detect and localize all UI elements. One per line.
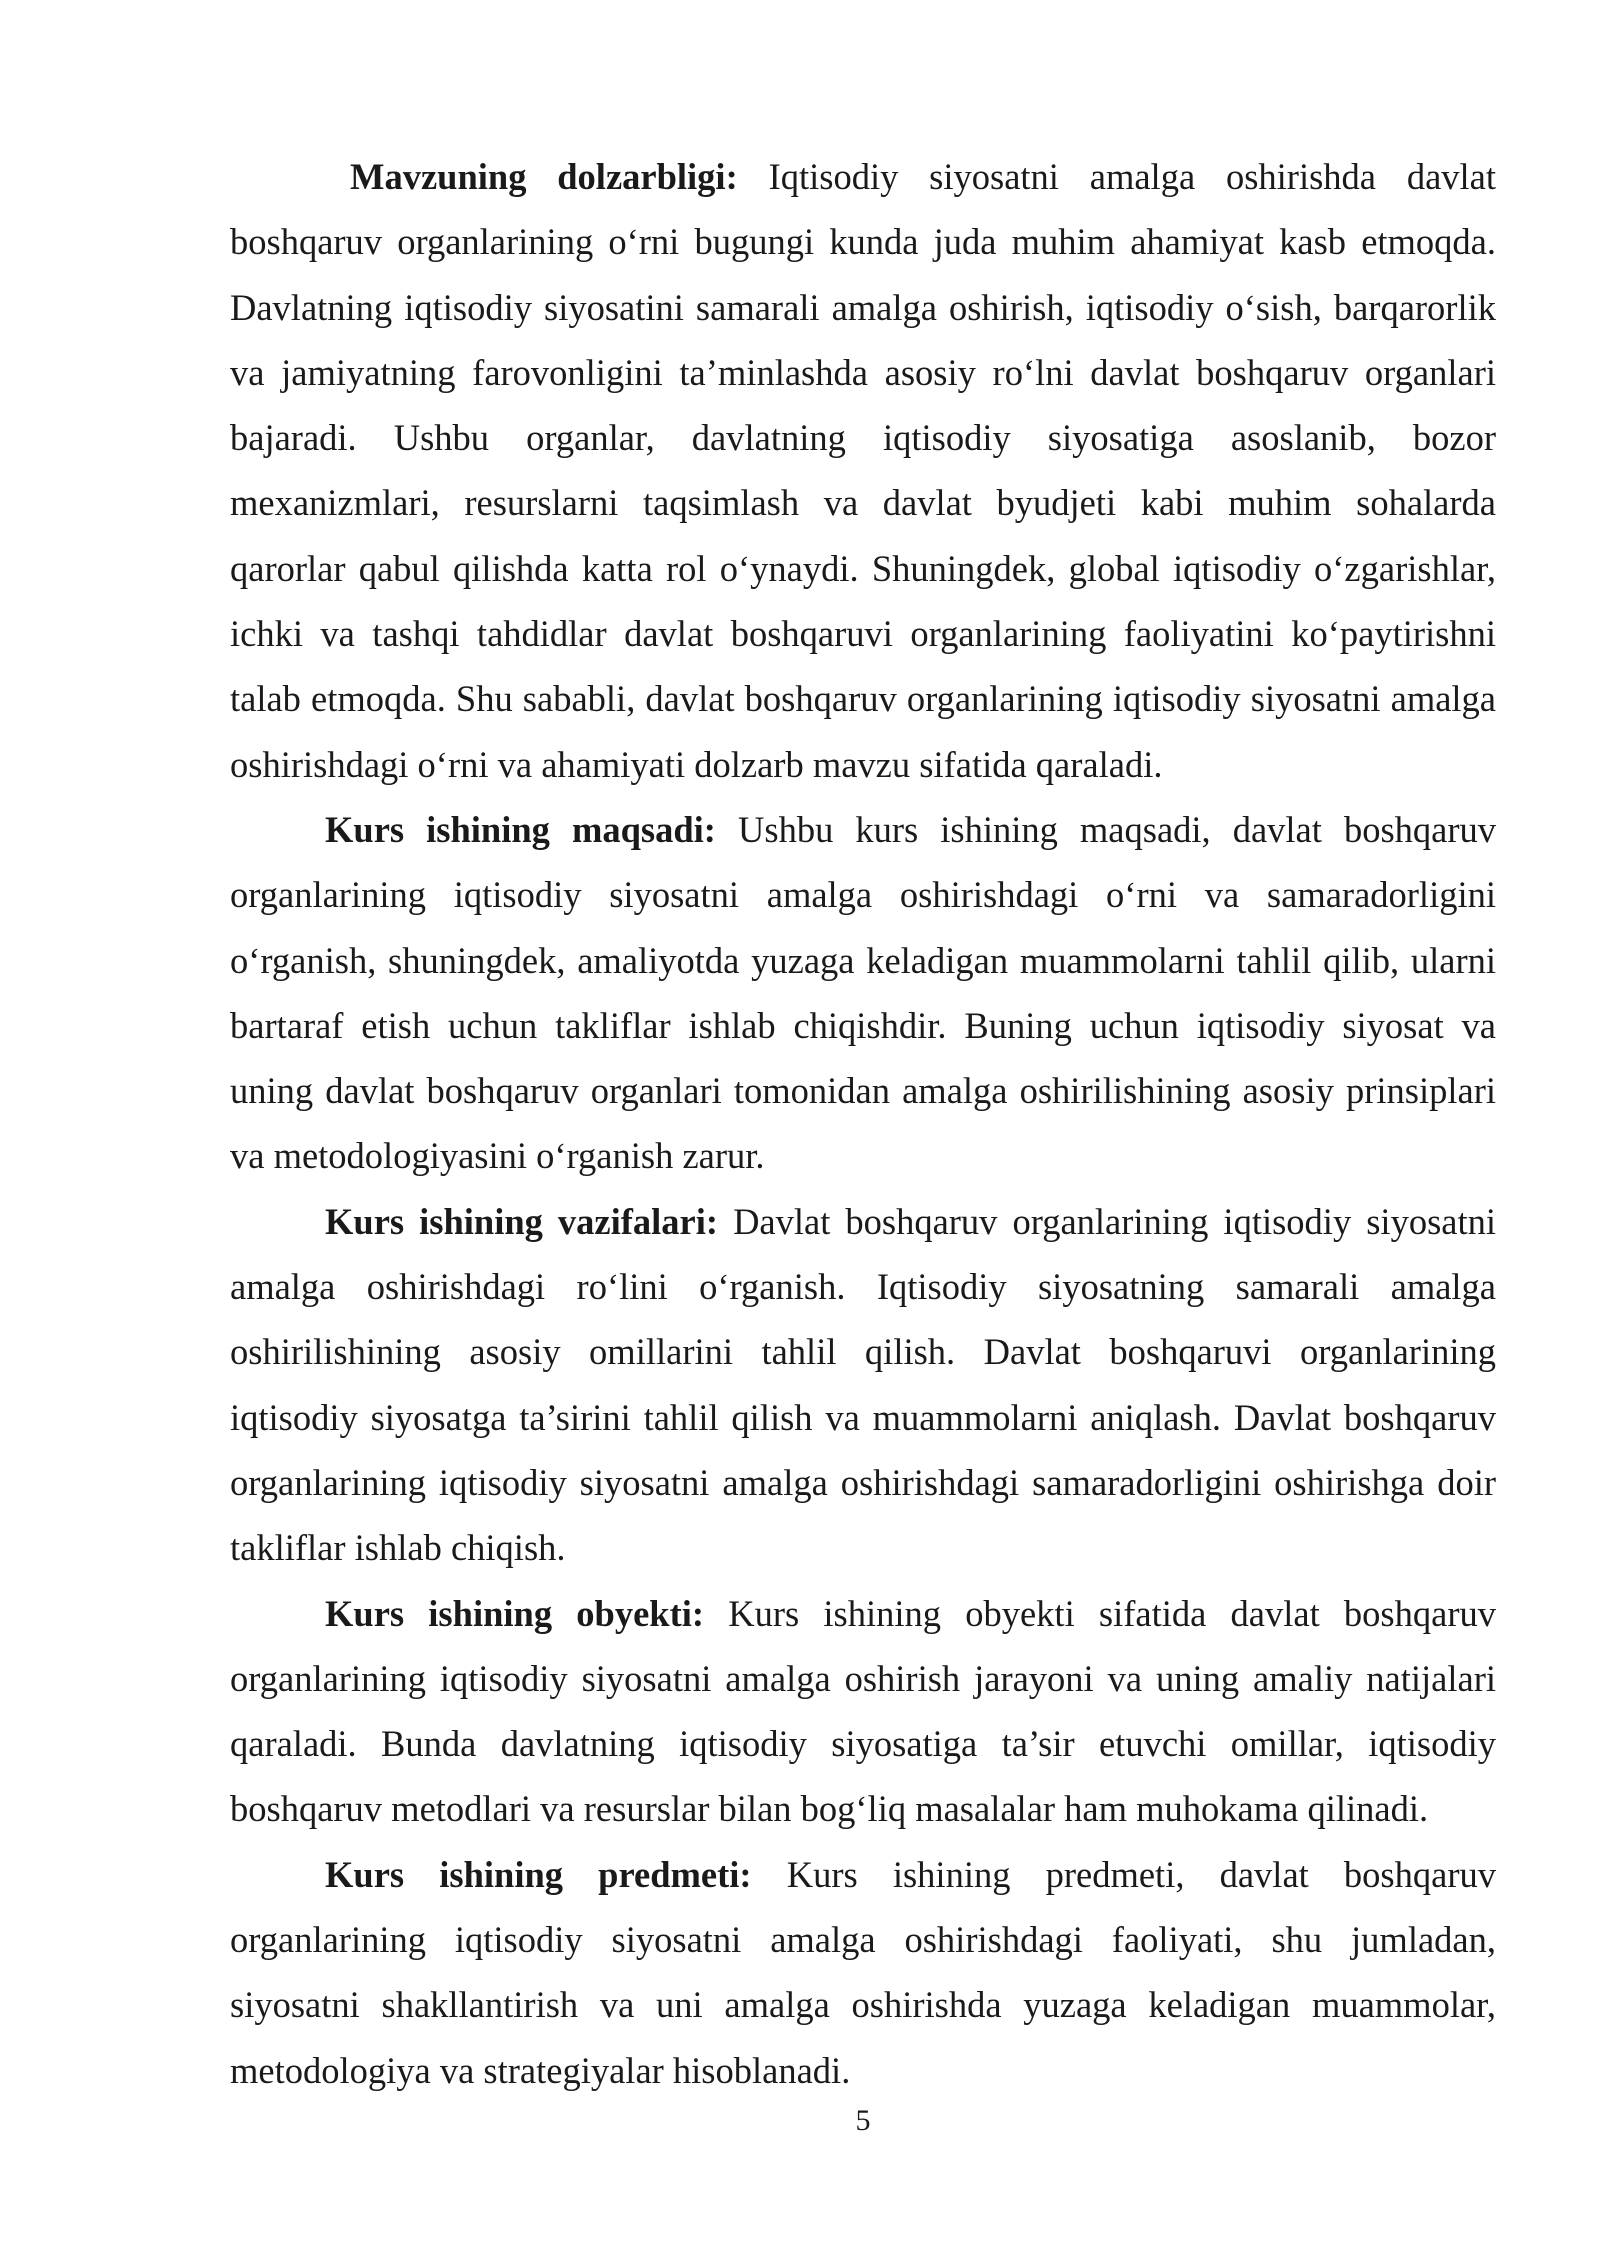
paragraph-body: Davlat boshqaruv organlarining iqtisodiy siyosatni amalga oshirishdagi ro‘lini o‘rganish. Iqtisodiy siyosatning samarali amalga oshirilishining asosiy omillarini tahlil qilish. Davlat boshqaruvi organlarining iqtisodiy siyosatga ta’sirini tahlil qilish va muammolarni aniqlash. Davlat boshqaruv organlarining iqtisodiy siyosatni amalga oshirishdagi samaradorligini oshirishga doir takliflar ishlab chiqish. bbox=[230, 1200, 1496, 1569]
page-number: 5 bbox=[855, 2104, 871, 2137]
paragraph-object bbox=[230, 1581, 1496, 1842]
paragraph-body: Kurs ishining obyekti sifatida davlat boshqaruv organlarining iqtisodiy siyosatni amalga oshirish jarayoni va uning amaliy natijalari qaraladi. Bunda davlatning iqtisodiy siyosatiga ta’sir etuvchi omillar, iqtisodiy boshqaruv metodlari va resurslar bilan bog‘liq masalalar ham muhokama qilinadi. bbox=[230, 1592, 1496, 1830]
paragraph-heading: Mavzuning dolzarbligi: bbox=[350, 156, 738, 197]
paragraph-heading: Kurs ishining vazifalari: bbox=[325, 1200, 719, 1242]
paragraph-body: Iqtisodiy siyosatni amalga oshirishda davlat boshqaruv organlarining o‘rni bugungi kunda juda muhim ahamiyat kasb etmoqda. Davlatning iqtisodiy siyosatini samarali amalga oshirish, iqtisodiy o‘sish, barqarorlik va jamiyatning farovonligini ta’minlashda asosiy ro‘lni davlat boshqaruv organlari bajaradi. Ushbu organlar, davlatning iqtisodiy siyosatiga asoslanib, bozor mexanizmlari, resurslarni taqsimlash va davlat byudjeti kabi muhim sohalarda qarorlar qabul qilishda katta rol o‘ynaydi. Shuningdek, global iqtisodiy o‘zgarishlar, ichki va tashqi tahdidlar davlat boshqaruvi organlarining faoliyatini ko‘paytirishni talab etmoqda. Shu sababli, davlat boshqaruv organlarining iqtisodiy siyosatni amalga oshirishdagi o‘rni va ahamiyati dolzarb mavzu sifatida qaraladi. bbox=[230, 156, 1496, 785]
body-text bbox=[230, 144, 1496, 2103]
paragraph-goal bbox=[230, 797, 1496, 1189]
paragraph-body: Kurs ishining predmeti, davlat boshqaruv organlarining iqtisodiy siyosatni amalga oshirishdagi faoliyati, shu jumladan, siyosatni shakllantirish va uni amalga oshirishda yuzaga keladigan muammolar, metodologiya va strategiyalar hisoblanadi. bbox=[230, 1853, 1496, 2091]
paragraph-subject bbox=[230, 1842, 1496, 2103]
paragraph-body: Ushbu kurs ishining maqsadi, davlat boshqaruv organlarining iqtisodiy siyosatni amalga oshirishdagi o‘rni va samaradorligini o‘rganish, shuningdek, amaliyotda yuzaga keladigan muammolarni tahlil qilib, ularni bartaraf etish uchun takliflar ishlab chiqishdir. Buning uchun iqtisodiy siyosat va uning davlat boshqaruv organlari tomonidan amalga oshirilishining asosiy prinsiplari va metodologiyasini o‘rganish zarur. bbox=[230, 808, 1496, 1177]
paragraph-relevance bbox=[230, 144, 1496, 797]
paragraph-heading: Kurs ishining predmeti: bbox=[325, 1853, 752, 1895]
paragraph-heading: Kurs ishining maqsadi: bbox=[325, 808, 716, 850]
paragraph-heading: Kurs ishining obyekti: bbox=[325, 1592, 705, 1634]
paragraph-tasks bbox=[230, 1189, 1496, 1581]
